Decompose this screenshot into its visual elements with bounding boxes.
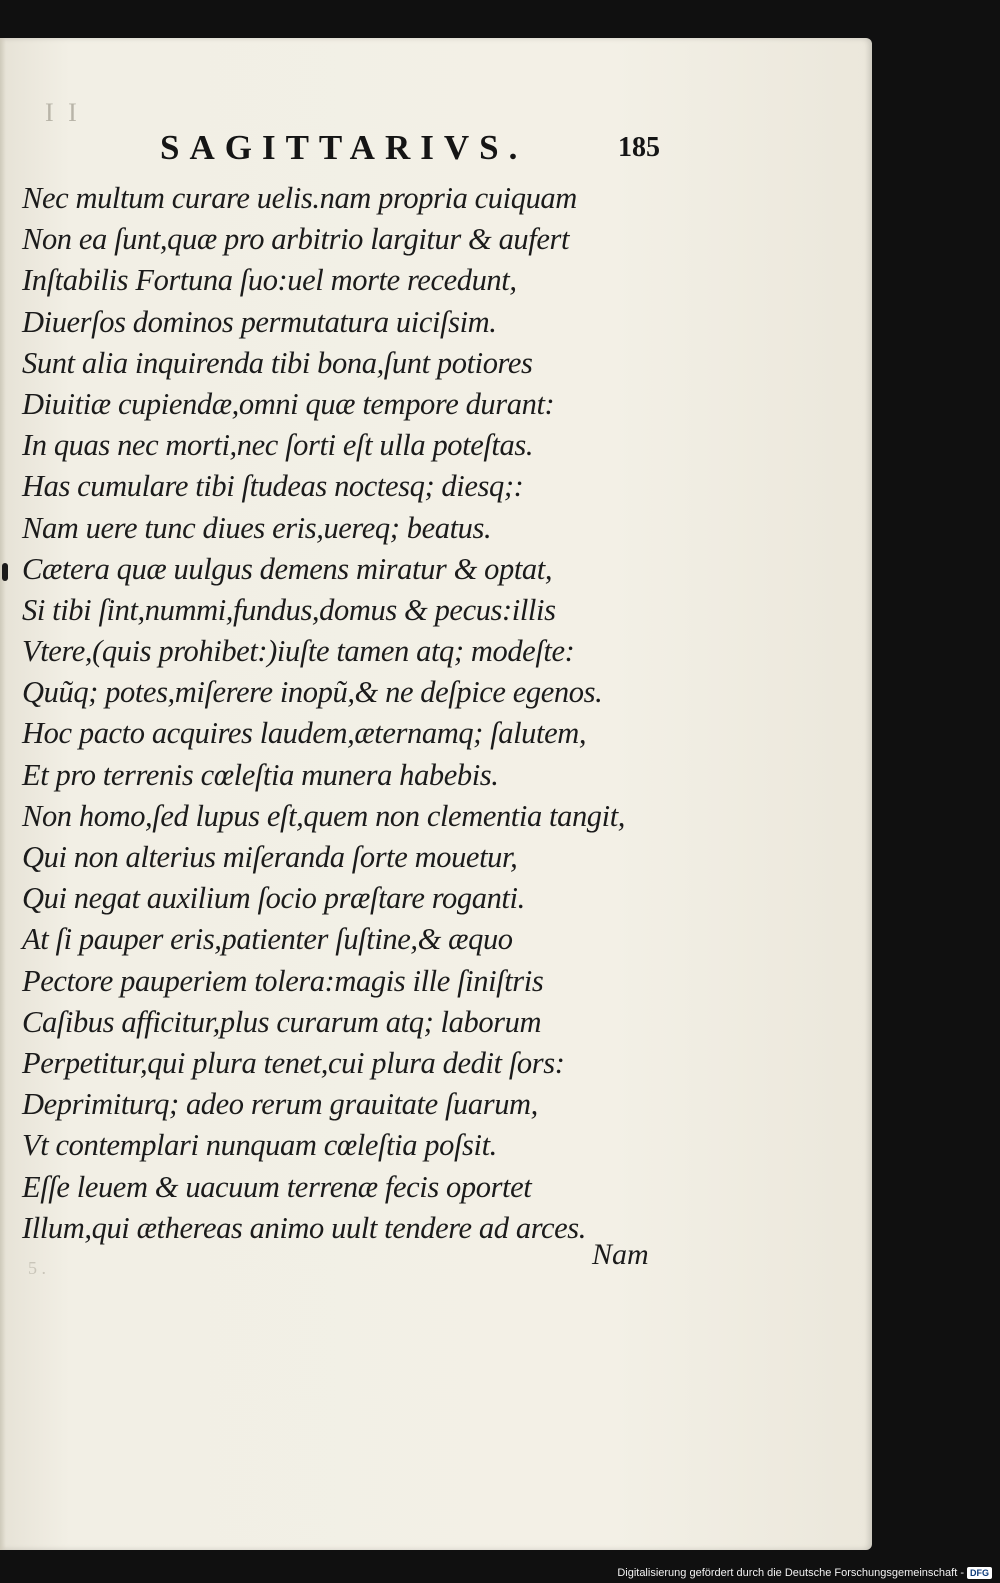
verse-line: Quũq; potes,miſerere inopũ,& ne deſpice egenos. [22,675,603,710]
verse-line: Non homo,ſed lupus eſt,quem non clementia tangit, [22,798,626,833]
verse-line: Has cumulare tibi ſtudeas noctesq; diesq;: [22,469,524,504]
verse-line: Si tibi ſint,nummi,fundus,domus & pecus:illis [22,592,556,627]
verse-line: Qui non alterius miſeranda ſorte mouetur, [22,840,518,874]
verse-line: Perpetitur,qui plura tenet,cui plura dedit ſors: [22,1045,565,1080]
verse-line: Hoc pacto acquires laudem,æternamq; ſalutem, [22,716,587,751]
verse-line: Cætera quæ uulgus demens miratur & optat, [22,551,553,586]
footer-text: Digitalisierung gefördert durch die Deutsche Forschungsgemeinschaft - [617,1567,964,1579]
page-number: 185 [618,132,660,163]
show-through-mark: 5 . [28,1258,46,1278]
verse-line: Inſtabilis Fortuna ſuo:uel morte recedunt, [22,263,517,298]
verse-line: Nam uere tunc diues eris,uereq; beatus. [22,510,492,545]
verse-line: Sunt alia inquirenda tibi bona,ſunt potiores [22,345,533,380]
verse-line: Diuitiæ cupiendæ,omni quæ tempore durant: [22,386,555,421]
verse-line: Caſibus afficitur,plus curarum atq; laborum [22,1004,542,1039]
verse-line: Nec multum curare uelis.nam propria cuiquam [22,181,577,215]
page-edge-shadow [0,38,6,1550]
verse-line: Qui negat auxilium ſocio præſtare roganti. [22,881,525,916]
verse-line: Pectore pauperiem tolera:magis ille ſiniſtris [22,963,544,998]
catchword: Nam [592,1238,649,1271]
show-through-header: I I [45,98,81,127]
footer-credit [617,1567,992,1579]
dfg-logo-icon: DFG [967,1567,992,1579]
verse-line: Eſſe leuem & uacuum terrenæ fecis oportet [22,1169,532,1204]
verse-line: In quas nec morti,nec ſorti eſt ulla poteſtas. [22,428,534,463]
verse-line: Vtere,(quis prohibet:)iuſte tamen atq; modeſte: [22,634,575,669]
verse-line: Non ea ſunt,quæ pro arbitrio largitur & aufert [22,222,570,257]
verse-line: Et pro terrenis cœleſtia munera habebis. [22,757,499,792]
verse-list [22,178,625,1249]
margin-bullet [2,563,8,581]
verse-line: Illum,qui æthereas animo uult tendere ad arces. [22,1210,587,1245]
verse-line: Deprimiturq; adeo rerum grauitate ſuarum, [22,1087,538,1122]
verse-line: Vt contemplari nunquam cœleſtia poſsit. [22,1128,497,1163]
verse-line: Diuerſos dominos permutatura uiciſsim. [22,304,497,339]
verse-line: At ſi pauper eris,patienter ſuſtine,& æquo [22,922,513,957]
running-head: SAGITTARIVS. [160,128,528,167]
